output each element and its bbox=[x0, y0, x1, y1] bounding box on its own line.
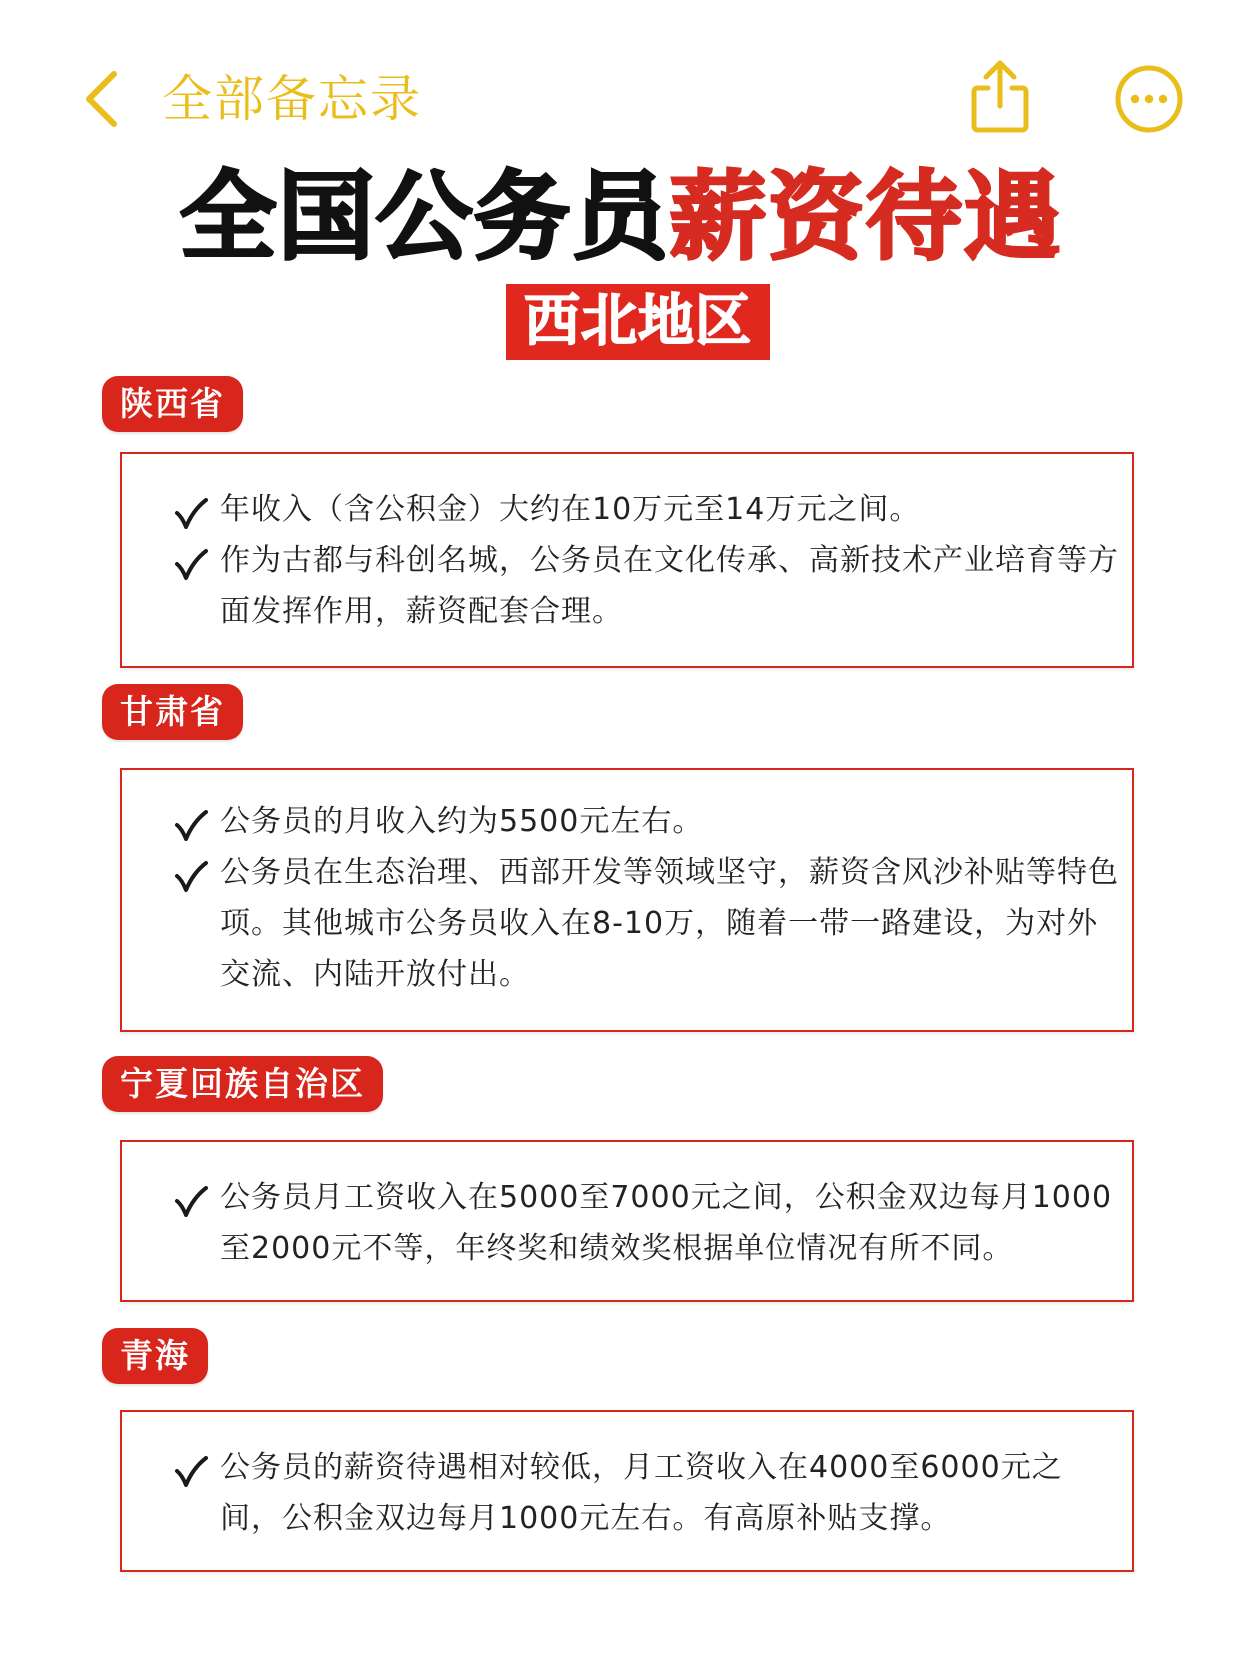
check-icon bbox=[174, 496, 208, 530]
section-card-ningxia bbox=[120, 1140, 1134, 1302]
section-card-qinghai bbox=[120, 1410, 1134, 1572]
nav-bar bbox=[0, 0, 1242, 170]
check-icon bbox=[174, 859, 208, 893]
section-tag-qinghai: 青海 bbox=[102, 1328, 208, 1384]
section-tag-gansu: 甘肃省 bbox=[102, 684, 243, 740]
title-highlight: 薪资待遇 bbox=[670, 161, 1062, 273]
chevron-left-icon bbox=[84, 70, 118, 128]
item-text: 公务员的薪资待遇相对较低，月工资收入在4000至6000元之间，公积金双边每月1000元左右。有高原补贴支撑。 bbox=[220, 1450, 1063, 1536]
check-icon bbox=[174, 1184, 208, 1218]
back-label: 全部备忘录 bbox=[162, 70, 422, 128]
section-tag-ningxia: 宁夏回族自治区 bbox=[102, 1056, 383, 1112]
region-badge: 西北地区 bbox=[506, 284, 770, 360]
back-button[interactable] bbox=[84, 66, 422, 132]
item-text: 公务员在生态治理、西部开发等领域坚守，薪资含风沙补贴等特色项。其他城市公务员收入在8-10万，随着一带一路建设，为对外交流、内陆开放付出。 bbox=[220, 855, 1119, 992]
check-icon bbox=[174, 547, 208, 581]
share-icon bbox=[968, 119, 1032, 138]
item-text: 年收入（含公积金）大约在10万元至14万元之间。 bbox=[220, 492, 921, 527]
share-button[interactable] bbox=[968, 58, 1032, 134]
item-text: 作为古都与科创名城，公务员在文化传承、高新技术产业培育等方面发挥作用，薪资配套合理。 bbox=[220, 543, 1119, 629]
check-icon bbox=[174, 808, 208, 842]
page-title bbox=[0, 152, 1242, 282]
more-button[interactable] bbox=[1114, 64, 1184, 134]
check-icon bbox=[174, 1454, 208, 1488]
section-card-gansu bbox=[120, 768, 1134, 1032]
item-text: 公务员月工资收入在5000至7000元之间，公积金双边每月1000至2000元不等，年终奖和绩效奖根据单位情况有所不同。 bbox=[220, 1180, 1113, 1266]
more-icon bbox=[1114, 119, 1184, 138]
section-card-shaanxi bbox=[120, 452, 1134, 668]
item-text: 公务员的月收入约为5500元左右。 bbox=[220, 804, 704, 839]
title-main: 全国公务员 bbox=[180, 161, 670, 273]
section-tag-shaanxi: 陕西省 bbox=[102, 376, 243, 432]
